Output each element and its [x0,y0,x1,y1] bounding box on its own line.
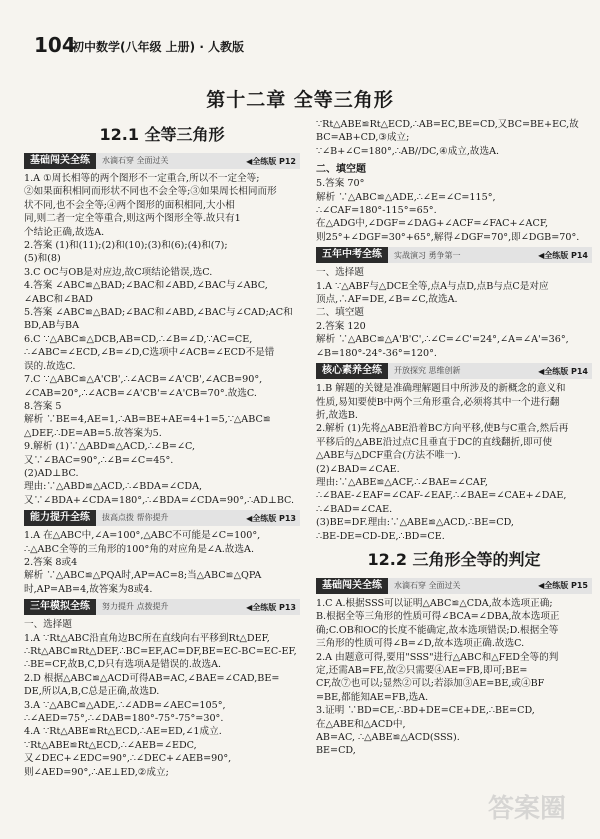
answer-line: ∠ABC和∠BAD [24,293,93,305]
band-ref: ◀全练版 P13 [246,513,296,523]
answer-line: 5.答案 70° [316,178,365,190]
answer-line: 二、填空题 [316,307,364,319]
answer-line: ∴∠ABC=∠ECD,∠B=∠D,C选项中∠ACB=∠ECD不是错 [24,347,275,359]
answer-line: ∠B=180°-24°-36°=120°. [316,347,437,359]
band-tag: 核心素养全练 [316,363,388,379]
answer-line: 3.证明 ∵BD=CE,∴BD+DE=CE+DE,∴BE=CD, [316,705,535,717]
answer-line: 3.A ∵△ABC≌△ADE,∴∠ADB=∠AEC=105°, [24,699,226,711]
answer-line: 3.C OC与OB是对应边,故C项结论错误,选C. [24,266,213,278]
answer-line: (3)BE=DF.理由:∵△ABE≌△ACD,∴BE=CD, [316,517,514,529]
answer-line: 同,则二者一定全等重合,则这两个图形全等.故只有1 [24,213,241,225]
band-tag: 三年模拟全练 [24,599,96,615]
band-three-year [24,599,300,615]
answer-line: 1.A ∵△ABF与△DCE全等,点A与点D,点B与点C是对应 [316,280,549,292]
band-tag: 五年中考全练 [316,247,388,263]
band-core [316,363,592,379]
answer-line: ∴∠BAE-∠EAF=∠CAF-∠EAF,∴∠BAE=∠CAE+∠DAE, [316,490,567,502]
answer-line: 1.A ∵Rt△ABC沿直角边BC所在直线向右平移到Rt△DEF, [24,632,270,644]
band-motto: 努力提升 点拨提升 [102,602,169,612]
answer-line: ∴∠AED=75°,∴∠DAB=180°-75°-75°=30°. [24,713,224,725]
answer-line: B.根据全等三角形的性质可得∠BCA=∠DBA,故本选项正 [316,611,560,623]
answer-line: 个结论正确,故选A. [24,226,105,238]
band-motto: 水滴石穿 全面过关 [102,156,169,166]
answer-line: 8.答案 5 [24,400,62,412]
answer-line: ②如果面积相同而形状不同也不会全等;③如果周长相同而形 [24,186,277,198]
answer-line: 又∵∠BAC=90°,∴∠B=∠C=45°. [24,454,174,466]
answer-line: ∴BE-DE=CD-DE,∴BD=CE. [316,530,445,542]
answer-line: BD,AB与BA [24,320,79,332]
answer-line: ∵Rt△ABE≌Rt△ECD,∴∠AEB=∠EDC, [24,739,197,751]
answer-line: 2.解析 (1)先将△ABE沿着BC方向平移,使B与C重合,然后再 [316,423,569,435]
page-header [0,0,600,58]
answer-line: (2)AD⊥BC. [24,467,79,479]
answer-line: 1.A 在△ABC中,∠A=100°,△ABC不可能是∠C=100°, [24,530,261,542]
answer-line: 时,AP=AB=4,故答案为8或4. [24,583,153,595]
answer-line: 1.C A.根据SSS可以证明△ABC≌△CDA,故本选项正确; [316,597,553,609]
answer-line: ∵∠B+∠C=180°,∴AB//DC,④成立,故选A. [316,145,500,157]
page-number: 104 [34,33,76,57]
band-basic-2 [316,578,592,594]
answer-line: DE,所以A,B,C总是正确,故选D. [24,686,160,698]
band-tag: 能力提升全练 [24,510,96,526]
answer-line: 7.C ∵△ABC≌△A'CB',∴∠ACB=∠A'CB',∠ACB=90°, [24,374,263,386]
band-five-year [316,247,592,263]
answer-line: AB=AC, ∴△ABE≌△ACD(SSS). [316,732,460,744]
answer-line: ∵Rt△ABE≌Rt△ECD,∴AB=EC,BE=CD,又BC=BE+EC,故 [316,119,579,130]
answer-line: 解析 ∵△ABC≌△PQA时,AP=AC=8;当△ABC≌△QPA [24,570,262,582]
band-ref: ◀全练版 P14 [538,250,588,260]
answer-line: 又∵∠BDA+∠CDA=180°,∴∠BDA=∠CDA=90°,∴AD⊥BC. [24,494,295,506]
answer-block [24,618,300,779]
answer-block [24,529,300,596]
band-ref: ◀全练版 P14 [538,366,588,376]
answer-line: 在△ADG中,∠DGF=∠DAG+∠ACF=∠FAC+∠ACF, [316,218,549,230]
answer-line: ∴BE=CF,故B,C,D只有选项A是错误的.故选A. [24,659,222,671]
answer-line: 一、选择题 [24,619,72,631]
answer-line: 1.B 解题的关键是准确理解题目中所涉及的新概念的意义和 [316,383,566,395]
watermark-logo: 答案圈 [487,794,566,824]
answer-block [316,382,592,543]
band-motto: 水滴石穿 全面过关 [394,581,461,591]
answer-line: 理由:∵△ABD≌△ACD,∴∠BDA=∠CDA, [24,481,203,493]
answer-line: (5)和(8) [24,253,61,265]
answer-line: 2.答案 (1)和(11);(2)和(10);(3)和(6);(4)和(7); [24,240,228,252]
answer-line: 又∠DEC+∠EDC=90°,∴∠DEC+∠AEB=90°, [24,753,232,765]
band-ability [24,510,300,526]
answer-line: △ABE与△DCF重合(方法不唯一). [316,450,461,462]
band-motto: 实战演习 勇争第一 [394,250,461,260]
answer-line: 性质,易知要使B中两个三角形重合,必须将其中一个进行翻 [316,396,560,408]
answer-line: =BE,都能知AE=FB,选A. [316,691,429,703]
band-ref: ◀全练版 P13 [246,602,296,612]
band-tag: 基础闯关全练 [24,153,96,169]
answer-line: BC=AB+CD,③成立; [316,132,410,144]
answer-line: 解析 ∵△ABC≌△ADE,∴∠E=∠C=115°, [316,191,496,203]
band-motto: 拔高点拨 帮你提升 [102,513,169,523]
answer-line: △DEF,∴DE=AB=5.故答案为5. [24,427,162,439]
answer-line: 4.A ∵Rt△ABE≌Rt△ECD,∴AE=ED,∠1成立. [24,726,222,738]
answer-block [316,266,592,360]
answer-line: 解析 ∵BE=4,AE=1,∴AB=BE+AE=4+1=5,∵△ABC≌ [24,414,271,426]
answer-line: 2.D 根据△ABC≌△ACD可得AB=AC,∠BAE=∠CAD,BE= [24,672,280,684]
answer-line: ∴∠CAF=180°-115°=65°. [316,205,437,217]
book-title: 初中数学(八年级 上册) · 人教版 [72,40,245,54]
answer-block [316,118,592,158]
answer-line: 折,故选B. [316,409,358,421]
answer-line: ∴Rt△ABC≌Rt△DEF,∴BC=EF,AC=DF,BE=EC-BC=EC-EF, [24,646,297,657]
answer-block [316,177,592,244]
answer-line: 确;C.OB和OC的长度不能确定,故本选项错误;D.根据全等 [316,624,559,636]
answer-line: 9.解析 (1)∵△ABD≌△ACD,∴∠B=∠C, [24,441,196,453]
band-tag: 基础闯关全练 [316,578,388,594]
answer-line: ∴△ABC全等的三角形的100°角的对应角是∠A.故选A. [24,543,254,555]
band-motto: 开放探究 思维创新 [394,366,461,376]
chapter-title: 第十二章 全等三角形 [206,89,394,111]
answer-line: 三角形的性质可得∠B=∠D,故本选项正确.故选C. [316,638,525,650]
section-title: 12.2 三角形全等的判定 [367,549,541,569]
section-title: 12.1 全等三角形 [99,125,225,144]
answer-line: 1.A ①周长相等的两个图形不一定重合,所以不一定全等; [24,173,260,184]
answer-line: CF,故⑦也可以;显然②可以;若添加③AE=BE,或④BF [316,678,545,690]
answer-line: 2.A 由题意可得,要用"SSS"进行△ABC和△FED全等的判 [316,651,559,663]
answer-line: 4.答案 ∠ABC≌△BAD;∠BAC和∠ABD,∠BAC与∠ABC, [24,280,268,292]
answer-line: 平移后的△ABE沿过点C且垂直于DC的直线翻折,即可使 [316,436,553,448]
answer-line: 2.答案 120 [316,320,366,332]
answer-line: BE=CD, [316,745,356,757]
answer-line: 顶点,∴AF=DE,∠B=∠C,故选A. [316,294,458,306]
answer-line: 则25°+∠DGF=30°+65°,解得∠DGF=70°,即∠DGB=70°. [316,231,580,243]
answer-line: 定,还需AB=FE,故②只需要④AE=FB,即可;BE= [316,665,528,676]
answer-line: 误的.故选C. [24,360,76,372]
answer-line: 2.答案 8或4 [24,556,78,568]
answer-block [316,597,592,758]
answer-line: ∴∠BAD=∠CAE. [316,503,393,515]
right-column [316,118,592,758]
band-ref: ◀全练版 P15 [538,581,588,591]
answer-line: 解析 ∵△ABC≌△A'B'C',∴∠C=∠C'=24°,∠A=∠A'=36°, [316,334,569,346]
answer-line: 一、选择题 [316,267,364,279]
subsection-title: 二、填空题 [316,164,366,176]
answer-block [24,172,300,507]
answer-line: 理由:∵△ABE≌△ACF,∴∠BAE=∠CAF, [316,476,488,488]
band-ref: ◀全练版 P12 [246,156,296,166]
left-column [24,118,300,779]
band-basic [24,153,300,169]
answer-line: 6.C ∵△ABC≌△DCB,AB=CD,∴∠B=∠D,∵AC=CE, [24,333,253,345]
answer-line: ∠CAB=20°,∴∠ACB=∠A'CB'=∠A'CB=70°.故选C. [24,387,257,399]
answer-line: 则∠AED=90°,∴AE⊥ED,②成立; [24,766,169,778]
answer-line: (2)∠BAD=∠CAE. [316,463,400,475]
answer-line: 5.答案 ∠ABC≌△BAD;∠BAC和∠ABD,∠BAC与∠CAD;AC和 [24,307,293,319]
answer-line: 在△ABE和△ACD中, [316,718,406,730]
answer-line: 状不同,也不会全等;④两个图形的面积相同,大小相 [24,199,235,211]
